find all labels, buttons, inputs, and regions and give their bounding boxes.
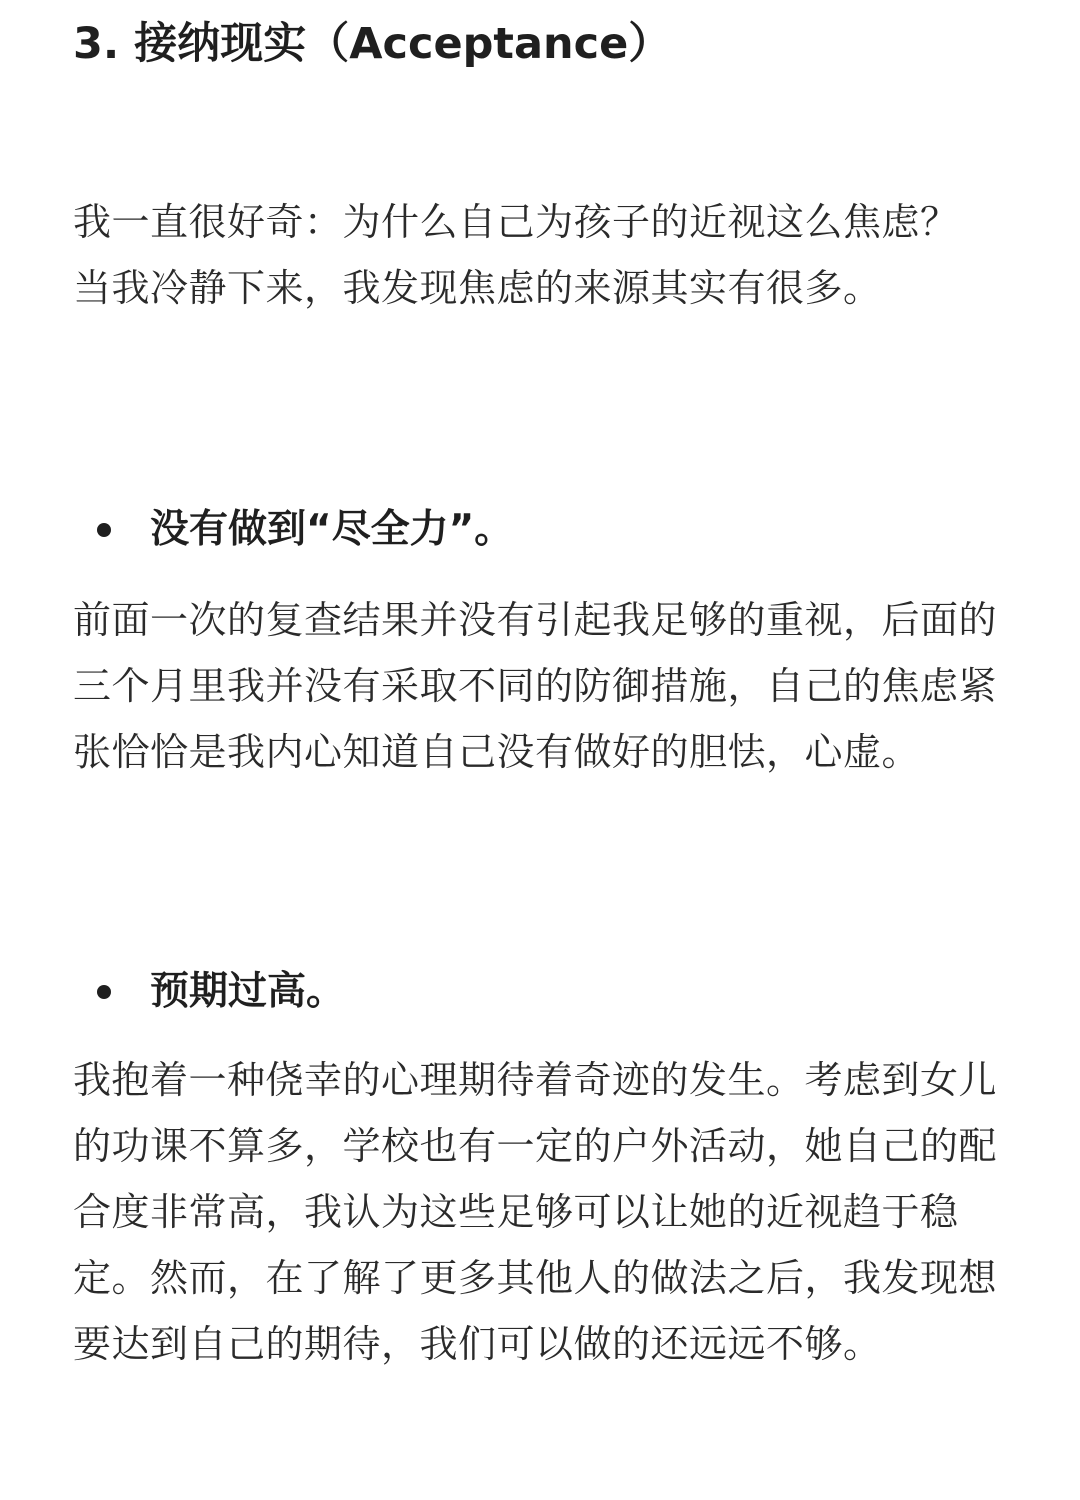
body-paragraph: 我抱着一种侥幸的心理期待着奇迹的发生。考虑到女儿的功课不算多，学校也有一定的户外活动，她自己的配合度非常高，我认为这些足够可以让她的近视趋于稳定。然而，在了解了更多其他人的做法之后，我发现想要达到自己的期待，我们可以做的还远远不够。 <box>73 1058 998 1366</box>
body-paragraph: 前面一次的复查结果并没有引起我足够的重视，后面的三个月里我并没有采取不同的防御措施，自己的焦虑紧张恰恰是我内心知道自己没有做好的胆怯，心虚。 <box>73 598 998 774</box>
bullet-item <box>73 959 1008 1025</box>
section-heading: 3. 接纳现实（Acceptance） <box>73 19 672 69</box>
bullet-title: 没有做到“尽全力”。 <box>150 507 514 552</box>
intro-paragraph: 我一直很好奇：为什么自己为孩子的近视这么焦虑？当我冷静下来，我发现焦虑的来源其实有很多。 <box>73 200 959 310</box>
bullet-dot-icon <box>97 985 111 999</box>
bullet-item <box>73 497 1008 563</box>
bullet-title: 预期过高。 <box>150 969 346 1014</box>
bullet-dot-icon <box>97 523 111 537</box>
